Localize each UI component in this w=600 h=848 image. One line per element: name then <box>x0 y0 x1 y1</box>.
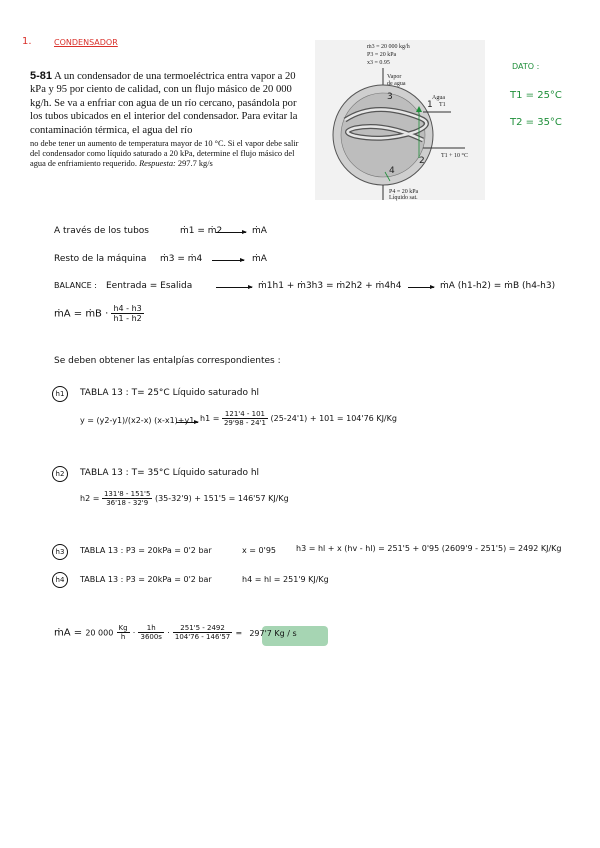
h2-calc-post: (35-32'9) + 151'5 = 146'57 KJ/Kg <box>154 494 289 503</box>
tubes-equation: ṁ1 = ṁ2 <box>180 226 223 236</box>
arrow <box>216 232 246 233</box>
final-equals: = <box>235 628 243 638</box>
mass-flow-formula <box>54 304 144 323</box>
h3-calculation: h3 = hl + x (hv - hl) = 251'5 + 0'95 (2609'9 - 251'5) = 2492 KJ/Kg <box>296 544 562 553</box>
final-result: 297'7 Kg / s <box>249 628 297 638</box>
problem-note: no debe tener un aumento de temperatura mayor de 10 °C. Si el vapor debe salir del condensador como líquido saturado a 20 kPa, determine el flujo másico del agua de enfriamiento requerido. <box>30 139 299 169</box>
h1-calc-den: 29'98 - 24'1 <box>223 419 266 427</box>
h4-description: TABLA 13 : P3 = 20kPa = 0'2 bar <box>80 575 212 584</box>
h2-calc-num: 131'8 - 151'5 <box>103 490 151 498</box>
final-f3-num: 251'5 - 2492 <box>173 624 232 633</box>
h1-calc-num: 121'4 - 101 <box>222 410 268 419</box>
final-value-1: 20 000 <box>85 628 114 638</box>
h2-tag: h2 <box>52 466 68 482</box>
fig-num-2: 2 <box>419 156 425 166</box>
arrow <box>216 287 252 288</box>
h3-quality: x = 0'95 <box>242 546 276 555</box>
final-f1-num: Kg <box>118 624 128 632</box>
h3-tag: h3 <box>52 544 68 560</box>
fig-t1: T1 <box>439 102 446 108</box>
condenser-diagram <box>315 40 485 200</box>
h2-calc-pre: h2 = <box>80 494 100 503</box>
fig-t2: T1 + 10 °C <box>441 153 468 159</box>
final-lhs: ṁA = <box>54 627 83 639</box>
final-f3-den: 104'76 - 146'57 <box>174 633 231 641</box>
dato-label: DATO : <box>512 62 540 71</box>
final-f2-den: 3600s <box>140 633 162 641</box>
rest-result: ṁA <box>252 254 267 264</box>
h4-tag: h4 <box>52 572 68 588</box>
arrow <box>176 422 198 423</box>
h1-tag: h1 <box>52 386 68 402</box>
h1-calc-post: (25-24'1) + 101 = 104'76 KJ/Kg <box>270 414 397 423</box>
balance-equation-3: ṁA (h1-h2) = ṁB (h4-h3) <box>440 281 556 291</box>
answer-value: 297.7 kg/s <box>177 159 213 169</box>
dato-t2: T2 = 35°C <box>510 117 562 128</box>
arrow <box>212 260 244 261</box>
problem-id: 5-81 <box>30 70 53 82</box>
fig-vapor-2: de agua <box>387 81 406 87</box>
h4-calculation: h4 = hl = 251'9 KJ/Kg <box>242 575 329 584</box>
fig-num-3: 3 <box>387 92 393 102</box>
fig-liquid: Líquido sat. <box>389 195 418 201</box>
answer-label: Respuesta: <box>139 159 176 169</box>
exercise-number: 1. <box>22 36 32 47</box>
h1-interpolation: y = (y2-y1)/(x2-x) (x-x1)+y1 <box>80 416 195 425</box>
fig-num-4: 4 <box>389 166 395 176</box>
exercise-title: CONDENSADOR <box>54 38 118 47</box>
final-f1-den: h <box>120 633 126 641</box>
h1-description: TABLA 13 : T= 25°C Líquido saturado hl <box>80 388 260 398</box>
mass-flow-den: h1 - h2 <box>113 314 142 323</box>
h2-calculation <box>80 490 289 507</box>
mass-flow-num: h4 - h3 <box>113 304 142 313</box>
enthalpies-title: Se deben obtener las entalpías correspondientes : <box>54 356 281 366</box>
tubes-label: A través de los tubos <box>54 226 149 236</box>
problem-text: A un condensador de una termoeléctrica entra vapor a 20 kPa y 95 por ciento de calidad, con un flujo másico de 20 000 kg/h. Se va a enfriar con agua de un río cercano, pasándola por los tubos ubicados en el interior del condensador. Para evitar la contaminación térmica, el agua del río <box>30 71 298 136</box>
h2-calc-den: 36'18 - 32'9 <box>106 499 149 507</box>
h2-description: TABLA 13 : T= 35°C Líquido saturado hl <box>80 468 260 478</box>
h1-calc-pre: h1 = <box>200 414 220 423</box>
arrow <box>408 287 434 288</box>
fig-vapor: Vapor <box>387 74 402 80</box>
h1-calculation <box>200 410 397 427</box>
final-f2-num: 1h <box>138 624 163 633</box>
dato-t1: T1 = 25°C <box>510 90 562 101</box>
balance-equation-2: ṁ1h1 + ṁ3h3 = ṁ2h2 + ṁ4h4 <box>258 281 402 291</box>
condenser-figure <box>315 40 485 200</box>
fig-water: Agua <box>432 95 445 101</box>
balance-label: BALANCE : <box>54 281 97 290</box>
final-calculation: ṁA = 20 000 $\frac{Kg}{h}$ · $\frac{1h}{3600s}$ · $\frac{251'5 - 2492}{104'76 - 146'57}$ = 297'7 Kg / s <box>54 624 297 641</box>
tubes-result: ṁA <box>252 226 267 236</box>
problem-statement <box>30 70 310 180</box>
fig-p4: P4 = 20 kPa <box>389 189 419 195</box>
fig-pressure: P3 = 20 kPa <box>367 52 397 58</box>
balance-equation: Eentrada = Esalida <box>106 281 193 291</box>
rest-equation: ṁ3 = ṁ4 <box>160 254 203 264</box>
fig-mass-flow: ṁ3 = 20 000 kg/h <box>367 44 410 50</box>
fig-quality: x3 = 0.95 <box>367 60 390 66</box>
rest-label: Resto de la máquina <box>54 254 147 264</box>
h3-description: TABLA 13 : P3 = 20kPa = 0'2 bar <box>80 546 212 555</box>
fig-num-1: 1 <box>427 100 433 110</box>
mass-flow-lhs: ṁA = ṁB · <box>54 308 109 320</box>
